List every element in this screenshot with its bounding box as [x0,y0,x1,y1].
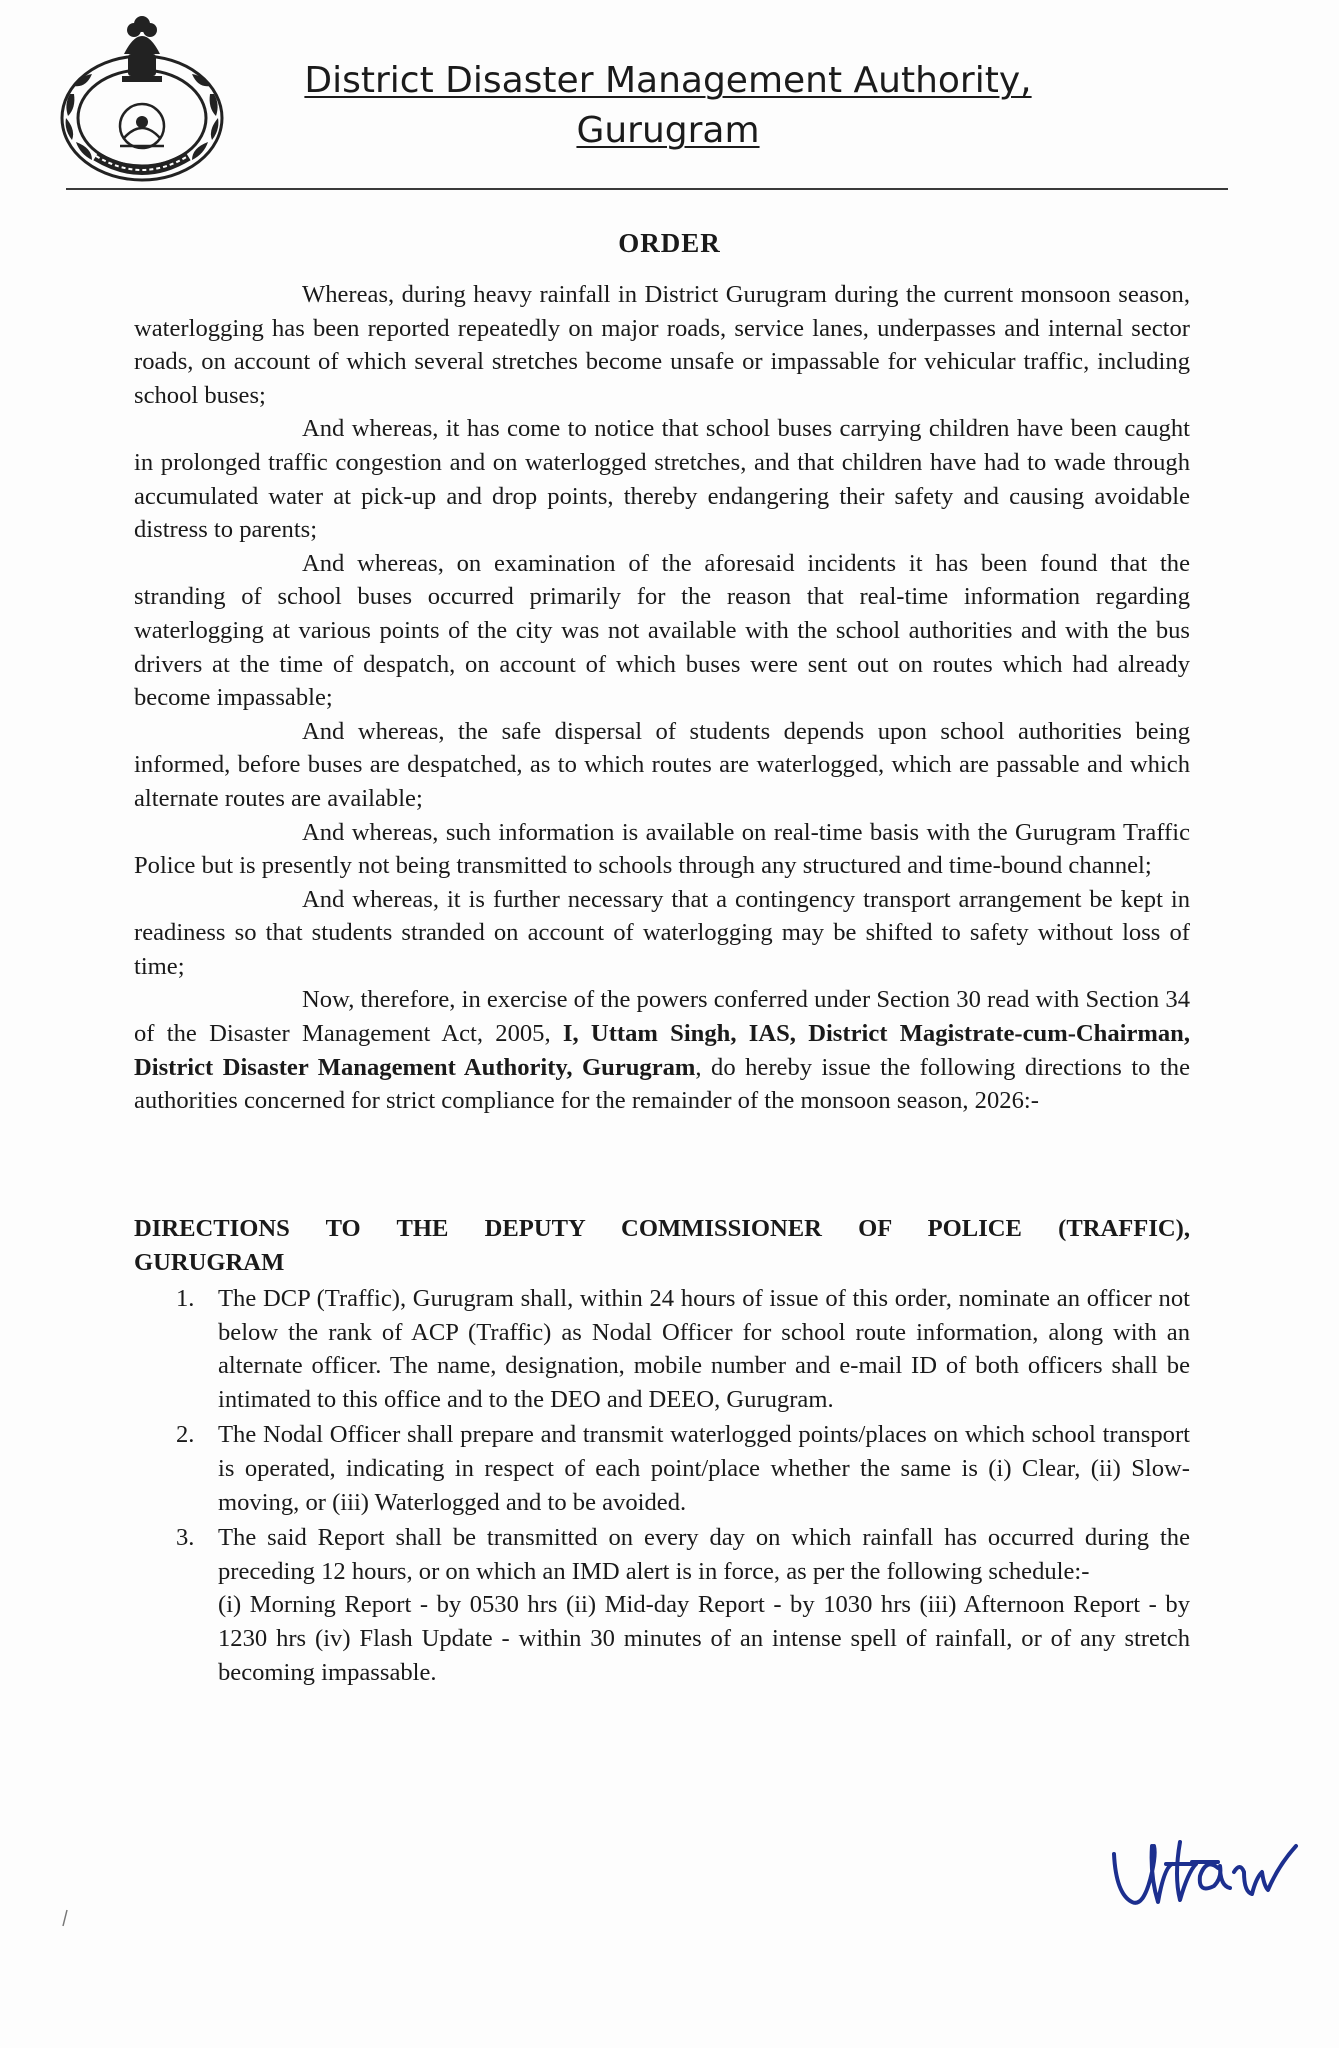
signature-icon [1100,1820,1310,1930]
list-item [134,1282,1190,1416]
haryana-emblem-icon [52,14,232,186]
operative-text-end: , do hereby issue the following directions to the authorities concerned for strict compliance for the remainder of the monsoon season, 2026:- [134,1053,1190,1115]
header-divider [66,188,1228,190]
item-text: The Nodal Officer shall prepare and transmit waterlogged points/places on which school transport is operated, indicating in respect of each point/place whether the same is (i) Clear, (ii) Slow-moving, or (iii) Waterlogged and to be avoided. [218,1421,1190,1516]
directions-heading [134,1212,1190,1279]
issuing-officer: I, Uttam Singh, IAS, District Magistrate-cum-Chairman, District Disaster Management Authority, Gurugram [134,1020,1190,1081]
directions-heading-line-1: DIRECTIONS TO THE DEPUTY COMMISSIONER OF POLICE (TRAFFIC), [134,1215,1190,1242]
whereas-paragraph: And whereas, it is further necessary that a contingency transport arrangement be kept in readiness so that students stranded on account of waterlogging may be shifted to safety without loss of time; [134,885,1190,980]
margin-mark-icon [60,1908,70,1928]
authority-line-1: District Disaster Management Authority, [304,60,1032,101]
authority-line-2: Gurugram [576,110,760,151]
whereas-paragraph: And whereas, on examination of the aforesaid incidents it has been found that the stranding of school buses occurred primarily for the reason that real-time information regarding waterlogging at various points of the city was not available with the school authorities and with the bus drivers at the time of despatch, on account of which buses were sent out on routes which had already become impassable; [134,549,1190,712]
list-item [134,1521,1190,1689]
list-item [134,1418,1190,1519]
whereas-paragraph: And whereas, the safe dispersal of students depends upon school authorities being informed, before buses are despatched, as to which routes are waterlogged, which are passable and which alternate routes are available; [134,717,1190,812]
item-text: The DCP (Traffic), Gurugram shall, within 24 hours of issue of this order, nominate an officer not below the rank of ACP (Traffic) as Nodal Officer for school route information, along with an alternate officer. The name, designation, mobile number and e-mail ID of both officers shall be intimated to this office and to the DEO and DEEO, Gurugram. [218,1285,1190,1413]
whereas-paragraph: And whereas, it has come to notice that school buses carrying children have been caught in prolonged traffic congestion and on waterlogged stretches, and that children have had to wade through accumulated water at pick-up and drop points, thereby endangering their safety and causing avoidable distress to parents; [134,415,1190,544]
operative-paragraph [134,983,1190,1117]
item-number: 2. [176,1421,195,1449]
item-number: 1. [176,1285,195,1312]
order-body [134,278,1190,1118]
order-title: ORDER [618,228,721,258]
item-number: 3. [176,1524,195,1552]
report-schedule: (i) Morning Report - by 0530 hrs (ii) Mid-day Report - by 1030 hrs (iii) Afternoon Report - by 1230 hrs (iv) Flash Update - within 30 minutes of an intense spell of rainfall, or of any stretch becoming impassable. [218,1591,1190,1686]
whereas-paragraph: And whereas, such information is available on real-time basis with the Gurugram Traffic Police but is presently not being transmitted to schools through any structured and time-bound channel; [134,818,1190,880]
authority-name [268,56,1068,156]
directions-list [134,1282,1190,1691]
directions-heading-line-2: GURUGRAM [134,1248,285,1276]
whereas-paragraph: Whereas, during heavy rainfall in District Gurugram during the current monsoon season, waterlogging has been reported repeatedly on major roads, service lanes, underpasses and internal sector roads, on account of which several stretches become unsafe or impassable for vehicular traffic, including school buses; [134,281,1190,409]
operative-text-start: Now, therefore, in exercise of the powers conferred under Section 30 read with Section 34 of the Disaster Management Act, 2005, [134,986,1190,1048]
item-text: The said Report shall be transmitted on every day on which rainfall has occurred during the preceding 12 hours, or on which an IMD alert is in force, as per the following schedule:- [218,1524,1190,1585]
